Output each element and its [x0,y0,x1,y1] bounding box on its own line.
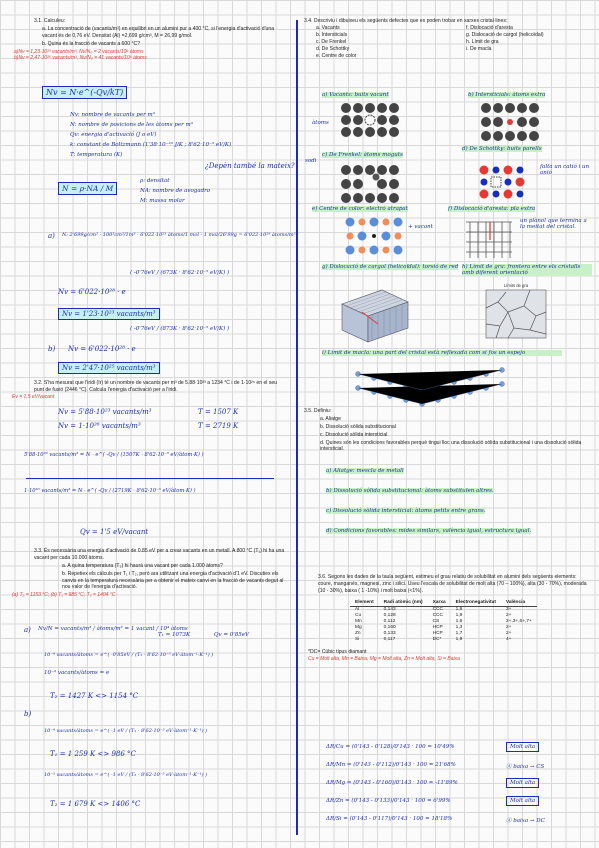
q33-line3: 10⁻⁴ vacants/àtoms = e^( -1 eV / (T₁ · 8'62·10⁻⁵ eV·àtom⁻¹·K⁻¹) ) [44,728,208,734]
q35-item: b. Dissolució sòlida substitucional [320,423,396,430]
table-cell: 0,128 [383,613,396,619]
sodi-label: sodi [305,158,317,164]
depends-note: ¿Depèn també la mateix? [205,162,295,170]
q33-t1: T₁ = 1073K [158,632,191,638]
defect-h: h) Límit de gra: frontera entre els cristalls amb diferent orientació [462,264,592,276]
table-cell: Mn [355,619,362,625]
grain-boundary-caption: Límits de gra [503,283,529,288]
question-3-1 [14,18,288,62]
q34-item: h. Límit de gra [466,39,499,46]
n-formula: N = ρ·NA / M [58,182,117,195]
q31-answer-a: a)Nv = 1,23·10²³ vacants/m³, Nv/N₀ = 2 vacants/10⁶ àtoms [14,48,144,55]
part-a-result: Nv = 1'23·10²³ vacants/m³ [58,308,160,320]
def-k: k: constant de Boltzmann (1'38·10⁻²³ J/K ; 8'62·10⁻⁵ eV/K) [70,142,232,148]
q31-b: b. Quina és la fracció de vacants a 600 °C? [42,40,141,47]
table-cell: Mg [355,625,362,631]
question-3-4 [304,18,588,61]
defect-g: g) Dislocació de cargol (helicoïdal): torsió de red [322,264,459,270]
q34-item: a. Vacants [316,24,340,31]
table-cell: 1,9 [455,613,463,619]
calc-row: ΔR/Mn = (0'143 - 0'112)/0'143 · 100 = 21'68% [326,762,456,768]
q35-item: c. Dissolució sòlida intersticial [320,431,388,438]
part-a-exponent: ( -0'76eV / (673K · 8'62·10⁻⁵ eV/K) ) [130,270,230,276]
q35-item: a. Aliatge [320,415,341,422]
part-a-calc: N: 2'699g/cm³ · 100³cm³/1m³ · 6'022·10²³ àtoms/1 mol · 1 mol/26'99g = 6'022·10²⁸ àtoms/m³ [62,232,296,238]
table-cell: 2+ [505,613,512,619]
q32-nv: Nv = 5'88·10²³ vacants/m³ [58,408,152,416]
q33-title: 3.3. És necessària una energia d'activació de 0.85 eV per a crear vacants en un metall. A 800 °C (T₁) hi ha una vacant per cada 10.000 àtoms. [34,548,285,561]
frenkel-lattice-figure [338,162,412,208]
fraction-bar [26,478,274,479]
def-rho: ρ: densitat [140,178,170,184]
q31-title: 3.1. Calculeu: [34,18,66,24]
table-cell: CCC [432,607,443,613]
calc-row: ΔR/Cu = (0'143 - 0'128)/0'143 · 100 = 10'49% [326,744,455,750]
q33-a: a. A quina temperatura (T₂) hi haurà una vacant per cada 1.000 àtoms? [62,562,223,569]
q36-title: 3.6. Segons les dades de la taula següent, estimeu el grau relatiu de solubilitat en alumini dels següents elements: coure, manganès, magnesi, zinc i silici. Useu l'escala de solubilitat de molt alta (70 – 100%), alta (30 - 70%), moderada (10 - 30%), baixa ( 1 -10%) i molt baixa (<1%). [318,574,587,594]
def-t: T: temperatura (K) [70,152,123,158]
vacancy-formula: Nv = N·e^(-Qv/kT) [42,86,127,99]
table-cell: Si [355,637,360,643]
def-conditions: d) Condicions favorables: mides similars, valència igual, estructura igual. [326,528,532,534]
defect-e: e) Centre de color: electró atrapat [312,206,408,212]
table-cell: 0,143 [383,607,396,613]
q32-eq1: 5'88·10²³ vacants/m³ = N · e^( -Qv / (1507K · 8'62·10⁻⁵ eV/àtom·K) ) [24,452,204,458]
q34-item: g. Dislocació de cargol (helicoïdal) [466,32,544,38]
table-note: *DC= Cúbic tipus diamant [308,648,367,655]
q33-b-label: b) [24,710,32,718]
table-cell: Cu [355,613,362,619]
part-b-label: b) [48,345,56,353]
atoms-label: àtoms [312,120,329,126]
element-table [350,599,537,643]
q34-item: b. Intersticials [316,32,348,38]
defect-f: f) Dislocació d'aresta: pla extra [448,206,536,212]
table-header: Radi atòmic (nm) [379,599,428,607]
color-center-figure [342,214,404,260]
def-substitutional: b) Dissolució sòlida substitucional: àtoms substituïen altres. [326,488,494,494]
table-cell: 1,3 [455,625,463,631]
q31-answer-b: b)Nv = 2,47·10²⁵ vacants/m³, Nv/N₀ = 41 vacants/10⁶ àtoms [14,55,147,62]
defect-a: a) Vacants: buits vacant [322,92,389,98]
def-na: NA: nombre de avogadro [140,188,211,194]
table-cell: HCP [432,625,443,631]
q33-fraction: Nv/N = vacants/m³ / àtoms/m³ = 1 vacant / 10⁴ àtoms [38,626,188,632]
schottky-lattice-figure [476,162,536,202]
interstitial-lattice-figure [478,100,548,146]
table-cell: CCC [432,613,443,619]
q34-item: f. Dislocació d'aresta [466,24,513,31]
table-cell: 4+ [505,637,512,643]
twin-boundary-figure [348,366,512,414]
q31-a: a. La concentració de (vacants/m³) en equilibri en un alumini pur a 400 °C, si l'energia d'activació d'una vacant és de 0,76 eV. Densitat (Al) =2,699 g/cm³, M = 26,99 g/mol. [42,25,275,39]
q33-line4: 10⁻³ vacants/àtoms = e^( -1 eV / (T₂ · 8'62·10⁻⁵ eV·àtom⁻¹·K⁻¹) ) [44,772,208,778]
table-cell: 1,6 [455,619,463,625]
q32-t: T = 1507 K [198,408,239,416]
q34-list [304,25,588,61]
question-3-2 [12,380,286,401]
q33-t1b: T₁ = 1 259 K <> 986 °C [50,750,136,758]
table-header: Element [350,599,379,607]
part-b-nv: Nv = 6'022·10²⁸ · e [68,345,136,353]
q34-title: 3.4. Descriviu i dibuixeu els següents defectes que es poden trobar en xarxes cristal·lines: [304,18,508,24]
table-header-row [350,599,537,607]
defect-f-note: un plànol que termina a la meitat del cristal. [520,218,587,230]
table-cell: DC* [432,637,442,643]
defect-b: b) Intersticials: àtoms extra [468,92,546,98]
table-cell: 3+ [505,607,512,613]
q35-title: 3.5. Definiu: [304,408,332,414]
table-header: Xarxa [428,599,451,607]
q32-title: 3.2. S'ha mesurat que l'iridi (Ir) té un nombre de vacants per m³ de 5.88·10²³ a 1234 °C i de 1·10²⁶ en el seu punt de fusió (2446 °C). Calcula l'energia d'activació per a l'iridi. [34,380,278,393]
table-cell: 0,133 [383,631,396,637]
q32-result: Qv = 1'5 eV/vacant [80,528,149,536]
table-cell: 2+,3+,6+,7+ [505,619,532,625]
q36-answer: Cu = Molt alta, Mn = Baixa, Mg = Molt alta, Zn = Molt alta, Si = Baixa [308,655,460,662]
def-n: N: nombre de posicions de les àtoms per m³ [70,122,193,128]
calc-row: ΔR/Zn = (0'143 - 0'133)/0'143 · 100 = 6'99% [326,798,451,804]
calc-row: ΔR/Mg = (0'143 - 0'160)/0'143 · 100 = -11'89% [326,780,458,786]
calc-result: Molt alta [506,778,539,788]
q34-item: e. Centre de color [316,53,357,60]
def-alloy: a) Aliatge: mescla de metall [326,468,404,474]
left-column [14,18,288,62]
q32-eq2: 1·10²⁶ vacants/m³ = N · e^( -Qv / (2719K · 8'62·10⁻⁵ eV/àtom·K) ) [24,488,196,494]
table-header: València [501,599,537,607]
q33-a-label: a) [24,626,31,634]
calc-result: Molt alta [506,796,539,806]
q32-nf: Nv = 1·10²⁶ vacants/m³ [58,422,141,430]
table-cell: 0,112 [383,619,396,625]
q32-answer: Ev = 1,5 eV/vacant [12,393,55,400]
table-header: Electronegativitat [451,599,501,607]
vacancy-lattice-figure [338,100,416,146]
part-b-result: Nv = 2'47·10²⁵ vacants/m³ [58,362,160,374]
edge-dislocation-figure [462,218,516,262]
defect-i: i) Límit de macla: una part del cristal està reflexada com si fos un espejo [322,350,562,356]
defect-c: c) De Frenkel: àtoms moguts [322,152,403,158]
q34-item: i. De macla [466,46,492,53]
calc-row: ΔR/Si = (0'143 - 0'117)/0'143 · 100 = 18'18% [326,816,453,822]
table-cell: 1,7 [455,631,463,637]
table-cell: 2+ [505,625,512,631]
table-cell: 0,117 [383,637,396,643]
table-cell: 0,160 [383,625,396,631]
def-m: M: massa molar [140,198,185,204]
q33-qv: Qv = 0'85eV [214,632,249,638]
part-a-nv: Nv = 6'022·10²⁸ · e [58,288,126,296]
calc-result: Ⓐ baixa → DC [506,818,545,824]
screw-dislocation-figure [332,284,412,346]
q33-line2: 10⁻³ vacants/àtoms = e [44,670,110,676]
part-b-exponent: ( -0'76eV / (873K · 8'62·10⁻⁵ eV/K) ) [130,326,230,332]
q33-answer: (a) T₂ = 1153 °C; (b) T₁ = 985 °C; T₂ = 1404 °C [12,592,116,599]
table-row [350,637,537,643]
table-cell: CS [432,619,440,625]
question-3-3 [12,548,286,599]
table-cell: 1,9 [455,637,463,643]
q34-item: d. De Schottky [316,46,350,53]
q35-item: d. Quines són les condicions favorables perquè tingui lloc una dissolució sòlida substitucional i una dissolució sòlida intersticial. [320,439,582,453]
grain-boundary-figure [484,282,548,340]
table-cell: Al [355,607,360,613]
q33-b: b. Repetiex els càlculs per T₁ i T₂, però ara utilitzant una energia d'activació d'1 eV. Discutiex els canvis en la temperatura necessària per a obtenir el mateix canvi en la fracció de vacants degut al nou valor de l'energia d'activació. [62,570,284,591]
defect-d: d) De Schottky: buits parells [462,146,542,152]
q33-t2: T₂ = 1427 K <> 1154 °C [50,692,139,700]
calc-result: Ⓐ baixa → CS [506,764,545,770]
defect-d-note: falta un catió i un anió [540,164,590,176]
q32-tf: T = 2719 K [198,422,239,430]
q33-line1: 10⁻⁴ vacants/àtoms = e^( -0'85eV / (T₂ · 8'62·10⁻⁵ eV·àtom⁻¹·K⁻¹) ) [44,652,214,658]
q34-item: c. De Frenkel [316,39,347,46]
calc-result: Molt alta [506,742,539,752]
question-3-6 [304,574,588,662]
column-divider [296,20,298,835]
table-cell: HCP [432,631,443,637]
def-qv: Qv: energia d'activació (J o eV) [70,132,157,138]
question-3-5 [304,408,588,454]
def-nv: Nv: nombre de vacants per m³ [70,112,155,118]
q33-t2b: T₂ = 1 679 K <> 1406 °C [50,800,141,808]
table-cell: 2+ [505,631,512,637]
table-cell: Zn [355,631,361,637]
def-interstitial: c) Dissolució sòlida intersticial: àtoms petits entre grans. [326,508,486,514]
defect-e-note: + vacant [408,224,433,230]
table-cell: 1,6 [455,607,463,613]
part-a-label: a) [48,232,55,240]
